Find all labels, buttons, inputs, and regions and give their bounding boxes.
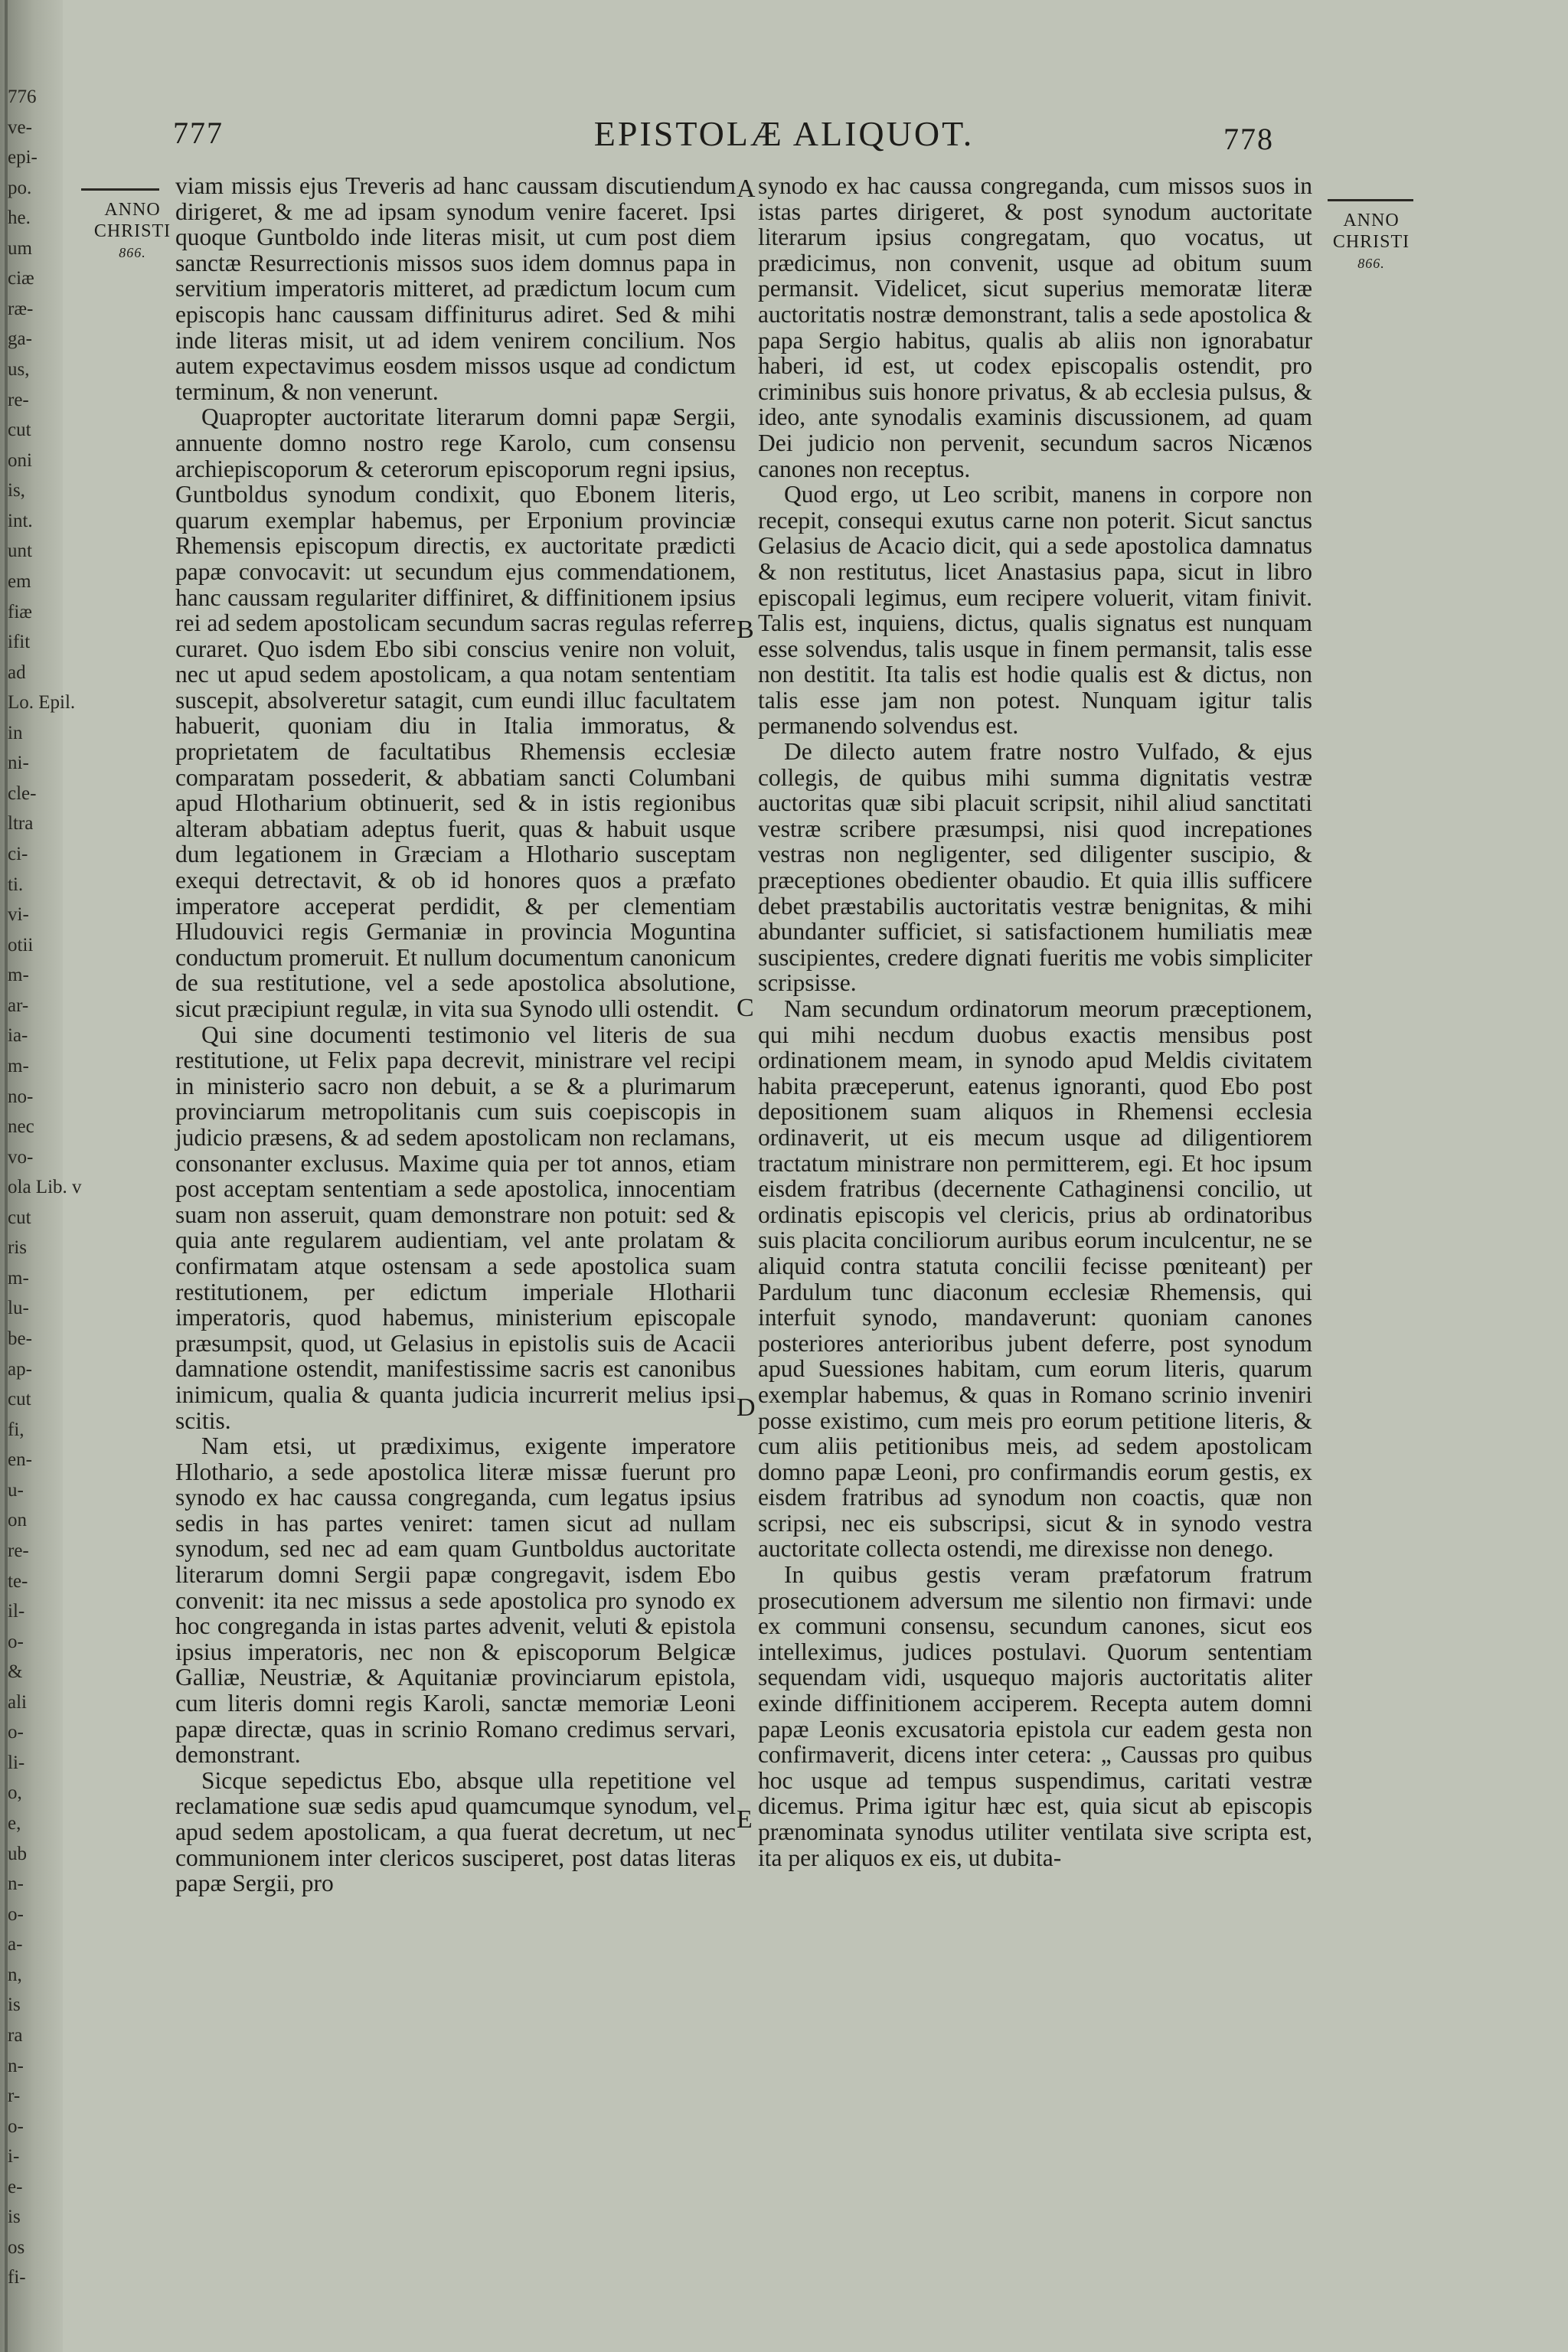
paragraph: viam missis ejus Treveris ad hanc caussam discutiendum dirigeret, & me ad ipsam synodum venire faceret. Ipsi quoque Guntboldo inde literas misit, ut cum post diem sanctæ Resurrectionis missos suos idem domnus papa in servitium imperatoris mitteret, ad prædictum locum cum episcopis hanc caussam diffiniturus adiret. Sed & mihi inde literas misit, ut ad idem venirem concilium. Nos autem expectavimus eosdem missos usque ad condictum terminum, & non venerunt. xyxy=(175,172,736,405)
previous-page-fragment: o- xyxy=(8,1904,24,1925)
paragraph: Nam secundum ordinatorum meorum præceptionem, qui mihi necdum duobus exactis mensibus post ordinationem meam, in synodo apud Meldis civitatem habita præceperunt, eatenus ignoranti, quod Ebo post depositionem suam aliquos in Rhemensi ecclesia ordinaverit, ut eis mecum usque ad diligentiorem tractatum ministrare non permitterem, egi. Et hoc ipsum eisdem fratribus (decernente Cathaginensi concilio, ut ordinatis episcopis vel clericis, prius ab ordinatoribus suis placita conciliorum auribus eorum inculcentur, ne se aliquid contra statuta concilii fecisse pœniteant) per Pardulum tunc diaconum ecclesiæ Rhemensis, qui interfuit synodo, mandaverunt: quoniam canones posteriores anterioribus jubent deferre, post synodum apud Suessiones habitam, cum eorum literis, quarum exemplar habemus, & quas in Romano scrinio inveniri posse existimo, cum meis pro eorum petitione literis, & cum aliis petitionibus meis, ad sedem apostolicam domno papæ Leoni, pro confirmandis eorum gestis, ex eisdem fratribus ad synodum non coactis, quæ non scripsi, nec eis subscripsi, sicut & in synodo vestra auctoritate collecta ostendi, me direxisse non denego. xyxy=(758,995,1312,1563)
previous-page-fragment: e, xyxy=(8,1813,21,1834)
previous-page-fragment: em xyxy=(8,571,31,592)
previous-page-fragment: m- xyxy=(8,1056,29,1076)
margin-rule-right xyxy=(1328,199,1413,201)
previous-page-fragment: is, xyxy=(8,480,25,501)
paragraph: Quod ergo, ut Leo scribit, manens in corpore non recepit, consequi exutus carne non poterit. Sicut sanctus Gelasius de Acacio dicit, qui a sede apostolica damnatus & non restitutus, licet Anastasius papa, sicut in libro episcopali legimus, eum recipere voluerit, vitam finivit. Talis est, inquiens, dictus, qualis signatus est nunquam esse solvendus, talis usque in finem permansit, talis esse non destitit. Ita talis est hodie qualis est & dictus, non talis esse jam non potest. Nunquam igitur talis permanendo solvendus est. xyxy=(758,481,1312,740)
previous-page-fragment: en- xyxy=(8,1449,32,1470)
previous-page-fragment: r- xyxy=(8,2086,21,2106)
previous-page-fragment: a- xyxy=(8,1934,23,1955)
paragraph: synodo ex hac caussa congreganda, cum missos suos in istas partes dirigeret, & post synodum auctoritate literarum ipsius congregatam, quo vocatus, ut prædicimus, non convenit, usque ad obitum suum permansit. Videlicet, sicut superius memoratæ literæ auctoritatis nostræ demonstrant, talis a sede apostolica & papa Sergio habitus, qualis ab aliis non ignorabatur haberi, id est, ut codex episcopalis ostendit, pro criminibus suis honore privatus, & ab ecclesia pulsus, & ideo, ante synodalis examinis discussionem, ad quam Dei judicio non pervenit, secundum sacros Nicænos canones non receptus. xyxy=(758,172,1312,482)
margin-rule-left xyxy=(81,188,159,191)
previous-page-fragment: is xyxy=(8,2207,21,2227)
previous-page-fragment: otii xyxy=(8,935,34,956)
previous-page-fragment: epi- xyxy=(8,147,38,168)
previous-page-fragment: li- xyxy=(8,1753,25,1773)
previous-page-fragment: fiæ xyxy=(8,602,32,622)
previous-page-fragment: ola Lib. v xyxy=(8,1177,82,1197)
page-number-right: 778 xyxy=(1223,122,1274,156)
previous-page-fragment: fi, xyxy=(8,1419,24,1440)
previous-page-fragment: o- xyxy=(8,1632,24,1652)
previous-page-fragment: us, xyxy=(8,359,30,380)
previous-page-fragment: n, xyxy=(8,1965,22,1985)
previous-page-fragment: il- xyxy=(8,1601,25,1622)
previous-page-fragment: ci- xyxy=(8,844,28,864)
previous-page-fragment: n- xyxy=(8,1873,24,1894)
previous-page-fragment: ve- xyxy=(8,117,32,138)
previous-page-fragment: oni xyxy=(8,450,32,471)
previous-page-fragment: ga- xyxy=(8,328,32,349)
previous-page-fragment: is xyxy=(8,1994,21,2015)
previous-page-fragment: m- xyxy=(8,1268,29,1289)
previous-page-fragment: no- xyxy=(8,1086,34,1107)
previous-page-fragment: ifit xyxy=(8,632,31,652)
previous-page-fragment: on xyxy=(8,1510,27,1530)
section-letter-d: D xyxy=(737,1393,756,1422)
previous-page-fragment: int. xyxy=(8,511,33,531)
previous-page-fragment: ar- xyxy=(8,995,29,1016)
previous-page-fragment: in xyxy=(8,723,23,743)
previous-page-fragment: re- xyxy=(8,390,29,410)
previous-page-fragment: he. xyxy=(8,207,31,228)
paragraph: Nam etsi, ut prædiximus, exigente imperatore Hlothario, a sede apostolica literæ missæ fuerunt pro synodo ex hac caussa congreganda, cum legatus ipsius sedis in has partes veniret: tamen sicut ad nullam synodum, sed nec ad eam quam Guntboldus auctoritate literarum domni Sergii papæ congregavit, isdem Ebo convenit: ita nec missus a sede apostolica pro synodo ex hoc congreganda in istas partes advenit, veluti & epistola ipsius imperatoris, nec non & episcoporum Belgicæ Galliæ, Neustriæ, & Aquitaniæ provinciarum epistola, cum literis domni regis Karoli, sanctæ memoriæ Leoni papæ directæ, quas in scrinio Romano credimus servari, demonstrant. xyxy=(175,1432,736,1769)
previous-page-fragment: cut xyxy=(8,420,31,440)
running-title: EPISTOLÆ ALIQUOT. xyxy=(593,114,975,153)
paragraph: In quibus gestis veram præfatorum fratrum prosecutionem adversum me silentio non firmavi: unde ex communi consensu, secundum canones, sicut eos intelleximus, judices postulavi. Quorum sententiam sequendam vidi, usquequo majoris auctoritatis aliter exinde diffinitionem acciperem. Recepta autem domni papæ Leonis excusatoria epistola cur eadem gesta non confirmaverit, dicens inter cetera: „ Caussas pro quibus hoc usque ad tempus suspendimus, caritati vestræ dicemus. Prima igitur hæc est, quia sicut ab episcopis prænominata synodus utiliter ventilata sive scripta est, ita per aliquos ex eis, ut dubita- xyxy=(758,1561,1312,1871)
previous-page-fragment: os xyxy=(8,2237,25,2258)
previous-page-fragment: ni- xyxy=(8,753,29,773)
year-label: 866. xyxy=(119,245,146,260)
previous-page-fragment: o, xyxy=(8,1782,22,1803)
previous-page-fragment: m- xyxy=(8,965,29,985)
previous-page-fragment: cle- xyxy=(8,783,37,804)
previous-page-fragment: u- xyxy=(8,1480,24,1501)
previous-page-fragment: um xyxy=(8,238,32,259)
anno-label: ANNO xyxy=(1343,211,1400,230)
previous-page-fragment: nec xyxy=(8,1116,34,1137)
paragraph: Sicque sepedictus Ebo, absque ulla repetitione vel reclamatione suæ sedis apud quamcumque synodum, vel apud sedem apostolicam, a qua fuerat decretum, ut nec communionem inter clericos susciperet, post datas literas papæ Sergii, pro xyxy=(175,1766,736,1897)
margin-year-note-left xyxy=(90,199,175,263)
text-column-right xyxy=(758,173,1312,1870)
previous-page-fragment: ad xyxy=(8,662,26,683)
anno-label: ANNO xyxy=(104,200,161,220)
previous-page-fragment: ræ- xyxy=(8,299,34,319)
previous-page-fragment: lu- xyxy=(8,1298,29,1318)
year-label: 866. xyxy=(1357,256,1385,271)
previous-page-fragment: ali xyxy=(8,1692,27,1713)
text-column-left xyxy=(175,173,736,1896)
previous-page-fragment: ap- xyxy=(8,1359,32,1380)
previous-page-fragment: o- xyxy=(8,2116,24,2137)
paragraph: Qui sine documenti testimonio vel literis de sua restitutione, ut Felix papa decrevit, ministrare vel recipi in ministerio sacro non debuit, a se & a plurimarum provinciarum metropolitanis cum suis coepiscopis in judicio præsens, & ad sedem apostolicam non reclamans, consonanter exclusus. Maxime quia per tot annos, etiam post acceptam sententiam a sede apostolica, innocentiam suam non asseruit, quam demonstrare non potuit: sed & quia ante regularem audientiam, vel ante prolatam & confirmatam atque ostensam a sede apostolica suam restitutionem, per edictum imperiale Hlotharii imperatoris, quod habemus, ministerium episcopale præsumpsit, quod, ut Gelasius in epistolis suis de Acacii damnatione ostendit, manifestissime sacris est canonibus inimicum, qualia & quanta judicia incurrerit melius ipsi scitis. xyxy=(175,1021,736,1434)
previous-page-fragment: o- xyxy=(8,1722,24,1743)
previous-page-fragment: ris xyxy=(8,1237,27,1258)
previous-page-fragment: ltra xyxy=(8,813,34,834)
previous-page-fragment: ia- xyxy=(8,1025,28,1046)
previous-page-fragment: ti. xyxy=(8,874,24,895)
section-letter-c: C xyxy=(737,994,754,1022)
section-letter-b: B xyxy=(737,616,754,644)
previous-page-fragment: cut xyxy=(8,1389,31,1410)
paragraph: De dilecto autem fratre nostro Vulfado, & ejus collegis, de quibus mihi summa dignitatis vestræ auctoritas quæ sibi placuit scripsit, nihil aliud sanctitati vestræ scribere præsumpsi, nisi quod increpationes vestras non negligenter, sed diligenter suscipio, & præceptiones obedienter obaudio. Et quia illis sufficere debet præstabilis auctoritatis vestræ benignitas, & mihi abundanter sufficiet, si satisfactionem humiliatis meæ suscipientes, credere dignati fueritis me vobis simpliciter scripsisse. xyxy=(758,738,1312,997)
paragraph: Quapropter auctoritate literarum domni papæ Sergii, annuente domno nostro rege Karolo, cum consensu archiepiscoporum & ceterorum episcoporum regni ipsius, Guntboldus synodum condixit, quo Ebonem literis, quarum exemplar habemus, per Erponium provinciæ Rhemensis episcopum directis, ex auctoritate prædicti papæ convocavit: ut secundum ejus commendationem, hanc caussam regulariter diffiniret, & diffinitionem ipsius rei ad sedem apostolicam secundum sacras regulas referre curaret. Quo isdem Ebo sibi conscius venire non voluit, nec ut apud sedem apostolicam, a qua notam sententiam suscepit, absolveretur satagit, cum eundi illuc facultatem habuerit, quoniam diu in Italia immoratus, & proprietatem de facultatibus Rhemensis ecclesiæ comparatam possederit, & abbatiam sancti Columbani apud Hlotharium obtinuerit, sed & in istis regionibus alteram abbatiam adeptus fuerit, quas & habuit usque dum legationem in Græciam a Hlothario susceptam exequi detrectavit, & ob id honores quos a præfato imperatore acceperat perdidit, & per clementiam Hludouvici regis Germaniæ in provincia Moguntina conductum promeruit. Et nullum documentum canonicum de sua restitutione, vel a sede apostolica absolutione, sicut præcipiunt regulæ, in vita sua Synodo ulli ostendit. xyxy=(175,403,736,1022)
previous-page-fragment: te- xyxy=(8,1571,28,1592)
previous-page-fragment: re- xyxy=(8,1540,29,1561)
previous-page-fragment: n- xyxy=(8,2056,24,2076)
previous-page-fragment: unt xyxy=(8,541,32,561)
previous-page-fragment: e- xyxy=(8,2177,23,2197)
previous-page-fragment: vi- xyxy=(8,904,29,925)
christi-label: CHRISTI xyxy=(1332,232,1410,252)
previous-page-fragment: po. xyxy=(8,178,32,198)
previous-page-fragment: ciæ xyxy=(8,268,34,289)
previous-page-fragment: vo- xyxy=(8,1147,34,1168)
previous-page-fragment: ra xyxy=(8,2025,23,2046)
previous-page-fragment: & xyxy=(8,1661,23,1682)
section-letter-a: A xyxy=(737,175,756,203)
section-letter-e: E xyxy=(737,1805,753,1834)
previous-page-fragment: 776 xyxy=(8,87,37,107)
previous-page-fragment: cut xyxy=(8,1207,31,1228)
previous-page-fragment: ub xyxy=(8,1844,27,1864)
margin-year-note-right xyxy=(1326,210,1416,274)
previous-page-fragment: be- xyxy=(8,1328,32,1349)
christi-label: CHRISTI xyxy=(93,221,172,241)
previous-page-edge xyxy=(0,0,82,2352)
previous-page-fragment: Lo. Epil. xyxy=(8,692,76,713)
previous-page-fragment: i- xyxy=(8,2146,20,2167)
page-number-left: 777 xyxy=(173,116,224,150)
previous-page-fragment: fi- xyxy=(8,2267,26,2288)
